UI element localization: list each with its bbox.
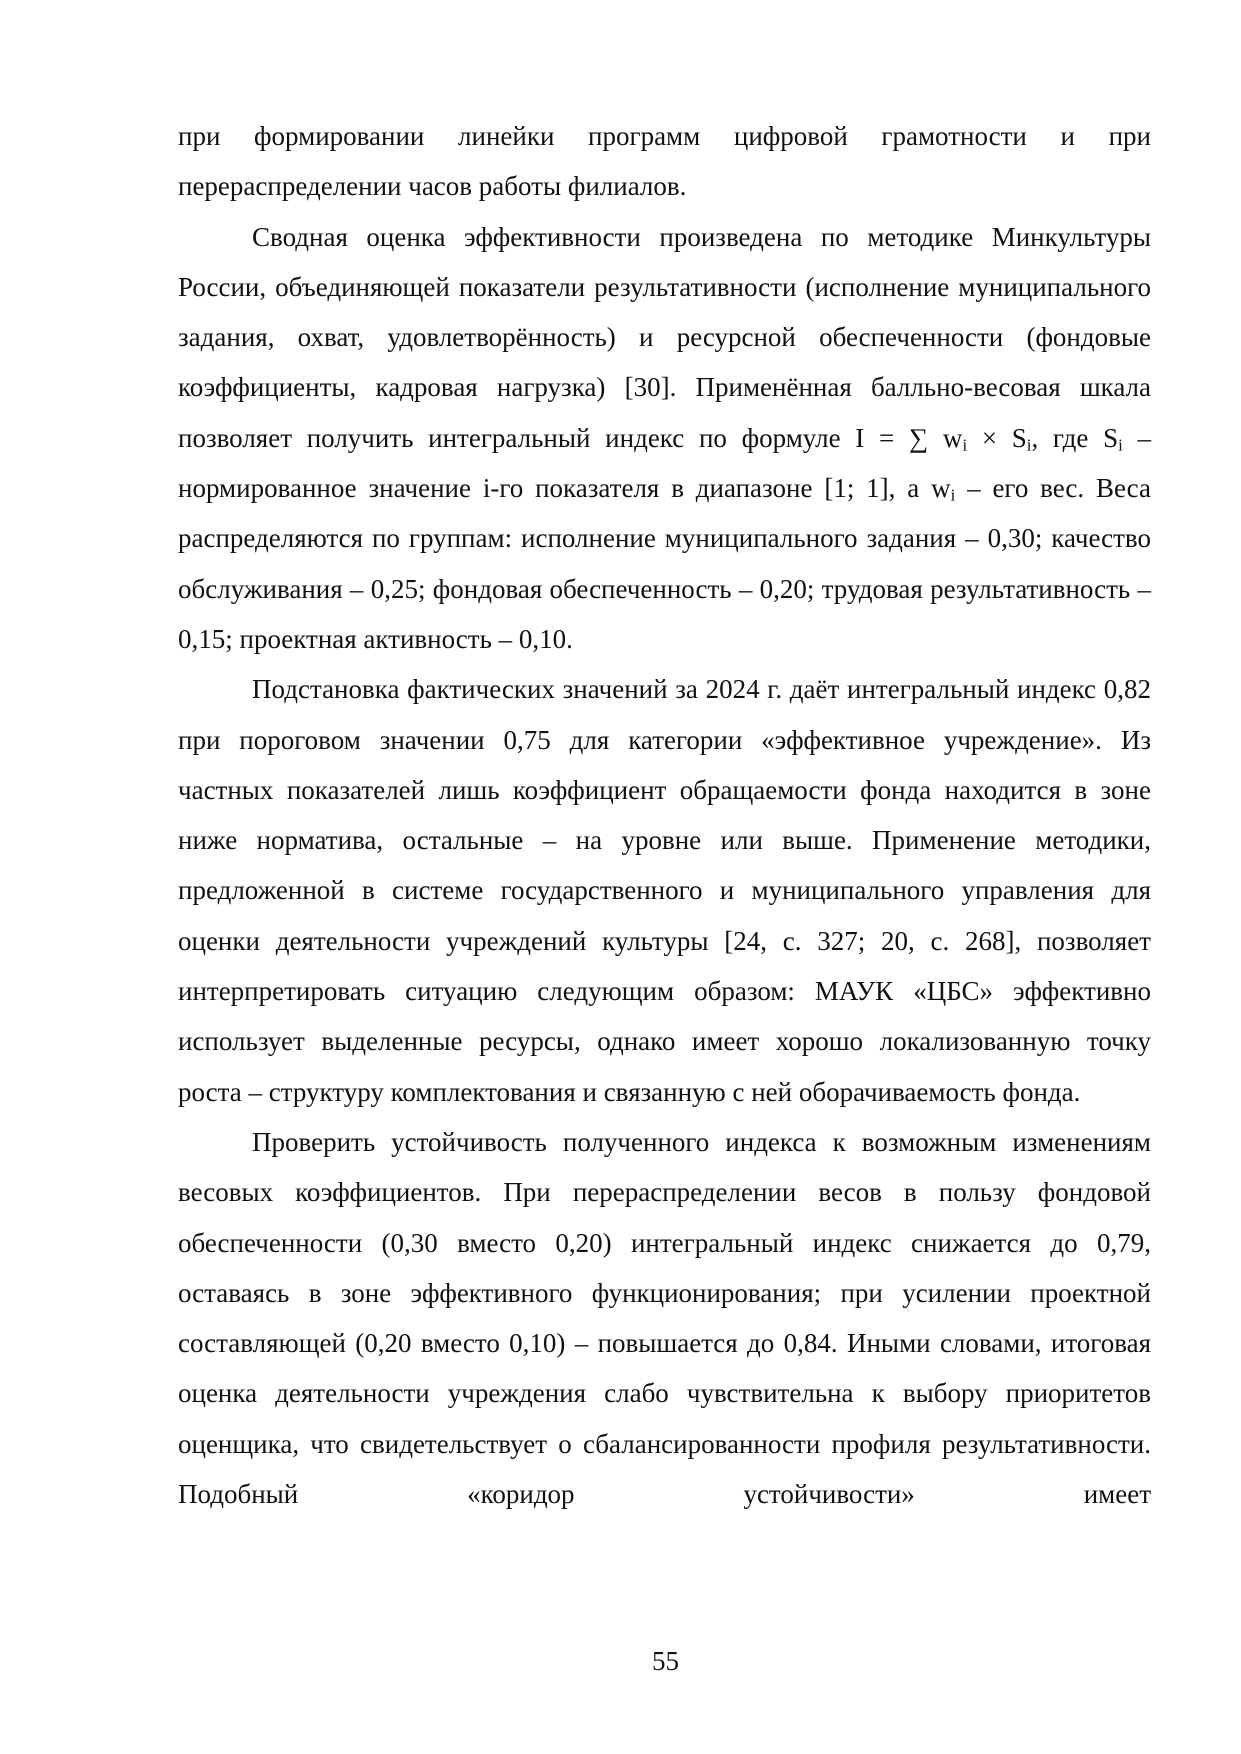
page-number: 55 xyxy=(652,1646,679,1676)
paragraph-efficiency-method xyxy=(178,212,1151,665)
subscript-i: i xyxy=(1026,435,1032,455)
paragraph-index-result: Подстановка фактических значений за 2024 г. даёт интегральный индекс 0,82 при пороговом значении 0,75 для категории «эффективное учреждение». Из частных показателей лишь коэффициент обращаемости фонда находится в зоне ниже норматива, остальные – на уровне или выше. Применение методики, предложенной в системе государственного и муниципального управления для оценки деятельности учреждений культуры [24, с. 327; 20, с. 268], позволяет интерпретировать ситуацию следующим образом: МАУК «ЦБС» эффективно использует выделенные ресурсы, однако имеет хорошо локализованную точку роста – структуру комплектования и связанную с ней оборачиваемость фонда. xyxy=(178,674,1151,1107)
text-run: , где S xyxy=(1031,422,1119,453)
subscript-i: i xyxy=(950,485,956,505)
paragraph-robustness-check: Проверить устойчивость полученного индекса к возможным изменениям весовых коэффициентов. При перераспределении весов в пользу фондовой обеспеченности (0,30 вместо 0,20) интегральный индекс снижается до 0,79, оставаясь в зоне эффективного функционирования; при усилении проектной составляющей (0,20 вместо 0,10) – повышается до 0,84. Иными словами, итоговая оценка деятельности учреждения слабо чувствительна к выбору приоритетов оценщика, что свидетельствует о сбалансированности профиля результативности. Подобный «коридор устойчивости» имеет xyxy=(178,1126,1151,1510)
body-text xyxy=(178,111,1151,1519)
subscript-i: i xyxy=(1118,435,1123,455)
text-run: – его вес. Веса распределяются по группам: исполнение муниципального задания – 0,30; качество обслуживания – 0,25; фондовая обеспеченность – 0,20; трудовая результативность – 0,15; проектная активность – 0,10. xyxy=(178,473,1151,654)
text-run: × S xyxy=(967,422,1027,453)
subscript-i: i xyxy=(962,435,968,455)
text-run: – нормированное значение i-го показателя в диапазоне [1; 1], а w xyxy=(178,422,1152,504)
text-run: Сводная оценка эффективности произведена по методике Минкультуры России, объединяющей показатели результативности (исполнение муниципального задания, охват, удовлетворённость) и ресурсной обеспеченности (фондовые коэффициенты, кадровая нагрузка) [30]. Применённая балльно-весовая шкала позволяет получить интегральный индекс по формуле I = ∑ w xyxy=(178,221,1151,453)
paragraph-continuation: при формировании линейки программ цифровой грамотности и при перераспределении часов работы филиалов. xyxy=(178,121,1151,202)
